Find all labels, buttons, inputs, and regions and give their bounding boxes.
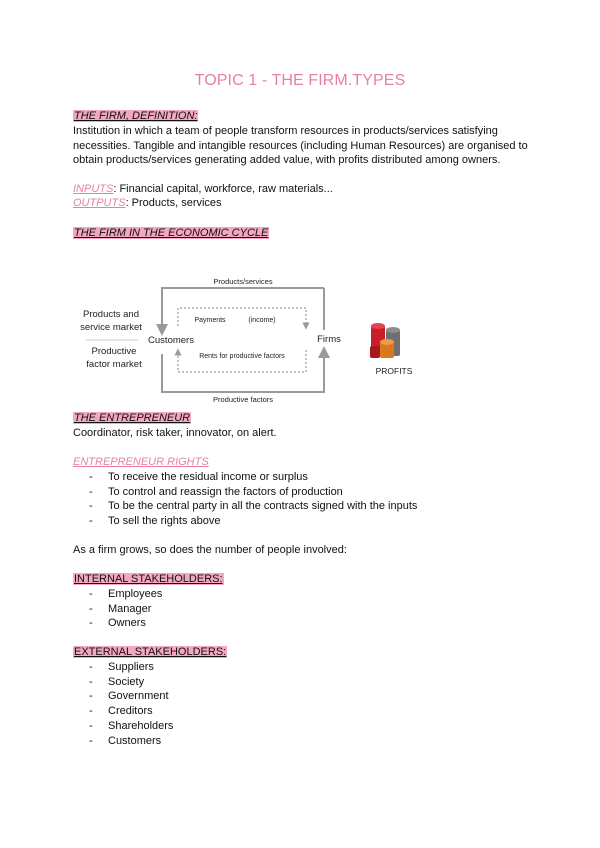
profits-coins-icon xyxy=(370,323,400,358)
economic-cycle-diagram xyxy=(70,268,430,408)
top-flow-label: Products/services xyxy=(213,277,273,286)
list-item: - Government xyxy=(89,689,173,704)
rights-heading: ENTREPRENEUR RIGHTS xyxy=(73,456,209,468)
list-item: - Employees xyxy=(89,587,162,602)
list-item: - Customers xyxy=(89,734,173,749)
list-item: - To be the central party in all the contracts signed with the inputs xyxy=(89,499,417,514)
growth-text: As a firm grows, so does the number of people involved: xyxy=(73,544,347,556)
rights-list xyxy=(89,470,417,529)
outer-flow-top xyxy=(162,288,324,330)
outputs-text: : Products, services xyxy=(125,197,222,209)
market-top-line1: Products and xyxy=(83,309,139,320)
outputs-line xyxy=(73,196,222,211)
market-bottom-line1: Productive xyxy=(91,346,137,357)
external-list xyxy=(89,660,173,748)
external-heading: EXTERNAL STAKEHOLDERS: xyxy=(74,646,227,658)
list-item: - To receive the residual income or surplus xyxy=(89,470,417,485)
entrepreneur-text: Coordinator, risk taker, innovator, on alert. xyxy=(73,427,277,439)
rents-label: Rents for productive factors xyxy=(199,353,285,360)
list-item: - Society xyxy=(89,675,173,690)
market-top-line2: service market xyxy=(80,322,142,333)
bottom-flow-label: Productive factors xyxy=(212,395,274,404)
entrepreneur-heading: THE ENTREPRENEUR xyxy=(74,412,191,424)
list-item: - Shareholders xyxy=(89,719,173,734)
profits-label: PROFITS xyxy=(375,366,413,376)
customers-label: Customers xyxy=(148,335,194,346)
firm-definition-text: Institution in which a team of people transform resources in products/services satisfying necessities. Tangible and intangible resources (including Human Resources) are organised to obtain products/services generating added value, with profits distributed among owners. xyxy=(73,125,528,166)
economic-cycle-heading: THE FIRM IN THE ECONOMIC CYCLE xyxy=(74,227,269,239)
list-item: - Owners xyxy=(89,616,162,631)
inputs-text: : Financial capital, workforce, raw materials... xyxy=(113,183,333,195)
internal-list xyxy=(89,587,162,631)
list-item: - Suppliers xyxy=(89,660,173,675)
inputs-label: INPUTS xyxy=(73,183,114,195)
page-title: TOPIC 1 - THE FIRM.TYPES xyxy=(194,72,406,89)
list-item: - Manager xyxy=(89,602,162,617)
payments-label: Payments xyxy=(194,317,226,324)
market-bottom-line2: factor market xyxy=(86,359,142,370)
firm-definition-heading: THE FIRM, DEFINITION: xyxy=(74,110,198,122)
list-item: - To sell the rights above xyxy=(89,514,417,529)
list-item: - To control and reassign the factors of production xyxy=(89,485,417,500)
list-item: - Creditors xyxy=(89,704,173,719)
income-label: (income) xyxy=(248,317,276,324)
firms-label: Firms xyxy=(317,334,341,345)
outputs-label: OUTPUTS xyxy=(73,197,126,209)
inputs-line xyxy=(73,182,333,197)
internal-heading: INTERNAL STAKEHOLDERS: xyxy=(74,573,223,585)
